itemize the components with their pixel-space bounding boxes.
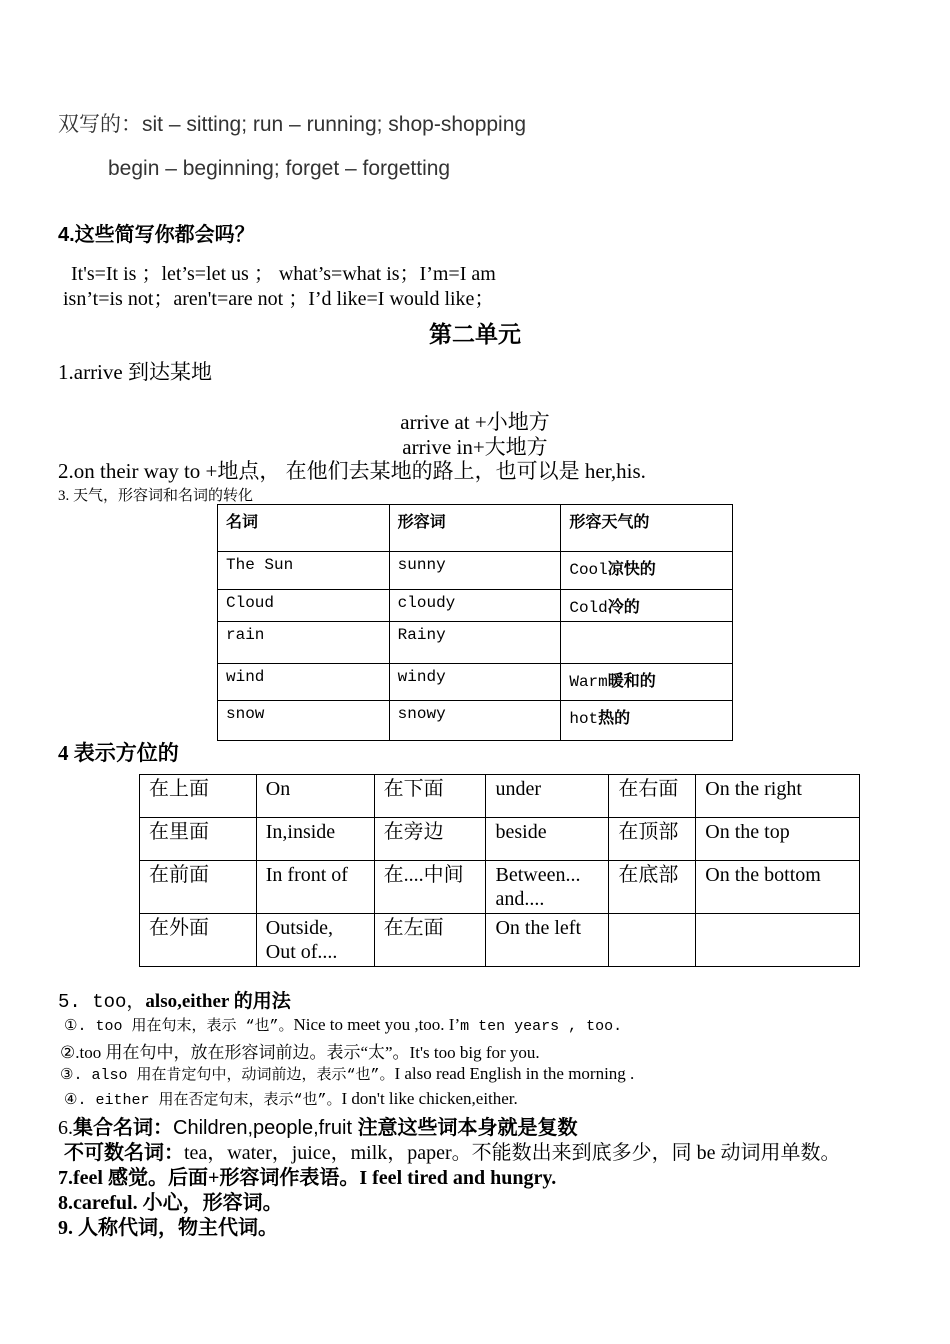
- item-6-uncountable-nouns: 不可数名词：tea，water，juice，milk，paper。不能数出来到底多少，同 be 动词用单数。: [64, 1142, 841, 1164]
- table-cell: [696, 914, 860, 967]
- item-3-weather-heading: 3. 天气，形容词和名词的转化: [58, 488, 254, 504]
- table-cell: [609, 914, 696, 967]
- item-7-feel: 7.feel 感觉。后面+形容词作表语。I feel tired and hungry.: [58, 1167, 557, 1189]
- table-cell: On the top: [696, 818, 860, 861]
- table-cell: 在下面: [374, 775, 486, 818]
- item-5-line-2: ②.too 用在句中，放在形容词前边。表示“太”。It's too big for you.: [60, 1043, 540, 1062]
- weather-table: [217, 504, 733, 741]
- item-1-arrive: 1.arrive 到达某地: [58, 360, 212, 384]
- table-row: [140, 818, 860, 861]
- table-cell: The Sun: [218, 552, 390, 590]
- table-cell: 在前面: [140, 861, 257, 914]
- item-9-pronouns: 9. 人称代词，物主代词。: [58, 1217, 278, 1239]
- table-row: [218, 701, 733, 741]
- table-cell: Cold冷的: [561, 590, 733, 622]
- item-5-heading: 5. too，also,either 的用法: [58, 991, 291, 1013]
- table-cell: 在顶部: [609, 818, 696, 861]
- abbrev-line-2: isn’t=is not；aren't=are not ；I’d like=I would like；: [63, 288, 495, 310]
- table-cell: 在外面: [140, 914, 257, 967]
- table-cell: [561, 622, 733, 664]
- abbrev-line-1: It's=It is ；let’s=let us ； what’s=what is；I’m=I am: [71, 263, 496, 285]
- table-cell: 在右面: [609, 775, 696, 818]
- table-cell: under: [486, 775, 609, 818]
- table-cell: In,inside: [256, 818, 374, 861]
- table-cell: snowy: [389, 701, 561, 741]
- table-cell: Rainy: [389, 622, 561, 664]
- table-cell: rain: [218, 622, 390, 664]
- double-writing-line-2: begin – beginning; forget – forgetting: [108, 157, 451, 180]
- table-row: [218, 590, 733, 622]
- weather-header-weather-desc: 形容天气的: [561, 505, 733, 552]
- table-cell: 在里面: [140, 818, 257, 861]
- table-row: [218, 552, 733, 590]
- position-table: [139, 774, 860, 967]
- abbrev-heading: 4.这些简写你都会吗？: [58, 224, 255, 246]
- item-4-position-heading: 4 表示方位的: [58, 741, 179, 765]
- table-cell: cloudy: [389, 590, 561, 622]
- weather-header-adjective: 形容词: [389, 505, 561, 552]
- table-cell: Between... and....: [486, 861, 609, 914]
- table-cell: 在底部: [609, 861, 696, 914]
- table-cell: beside: [486, 818, 609, 861]
- table-cell: Outside, Out of....: [256, 914, 374, 967]
- table-row: [140, 861, 860, 914]
- item-6-collective-nouns: 6.集合名词：Children,people,fruit 注意这些词本身就是复数: [58, 1117, 578, 1139]
- table-cell: In front of: [256, 861, 374, 914]
- table-row: [218, 622, 733, 664]
- table-cell: wind: [218, 664, 390, 701]
- table-cell: Cloud: [218, 590, 390, 622]
- weather-header-noun: 名词: [218, 505, 390, 552]
- table-cell: windy: [389, 664, 561, 701]
- table-row: [140, 914, 860, 967]
- unit-title: 第二单元: [429, 321, 521, 347]
- table-cell: 在....中间: [374, 861, 486, 914]
- table-cell: Warm暖和的: [561, 664, 733, 701]
- table-cell: hot热的: [561, 701, 733, 741]
- table-cell: On the left: [486, 914, 609, 967]
- table-row: [140, 775, 860, 818]
- item-5-line-1: ①. too 用在句末，表示 “也”。Nice to meet you ,too. I’m ten years , too.: [64, 1015, 623, 1035]
- table-cell: 在旁边: [374, 818, 486, 861]
- table-row: [218, 664, 733, 701]
- table-cell: 在左面: [374, 914, 486, 967]
- table-cell: On the right: [696, 775, 860, 818]
- item-5-line-4: ④. either 用在否定句末，表示“也”。I don't like chicken,either.: [64, 1089, 518, 1109]
- table-cell: Cool凉快的: [561, 552, 733, 590]
- table-cell: snow: [218, 701, 390, 741]
- table-cell: sunny: [389, 552, 561, 590]
- item-5-line-3: ③. also 用在肯定句中，动词前边，表示“也”。I also read English in the morning .: [60, 1064, 635, 1084]
- table-cell: On: [256, 775, 374, 818]
- arrive-in-line: arrive in+大地方: [402, 435, 548, 459]
- weather-table-header-row: [218, 505, 733, 552]
- double-writing-line-1: 双写的：sit – sitting; run – running; shop-shopping: [58, 113, 527, 136]
- item-8-careful: 8.careful. 小心，形容词。: [58, 1192, 283, 1214]
- item-2-on-their-way: 2.on their way to +地点， 在他们去某地的路上，也可以是 her,his.: [58, 459, 646, 483]
- table-cell: 在上面: [140, 775, 257, 818]
- arrive-at-line: arrive at +小地方: [400, 410, 550, 434]
- table-cell: On the bottom: [696, 861, 860, 914]
